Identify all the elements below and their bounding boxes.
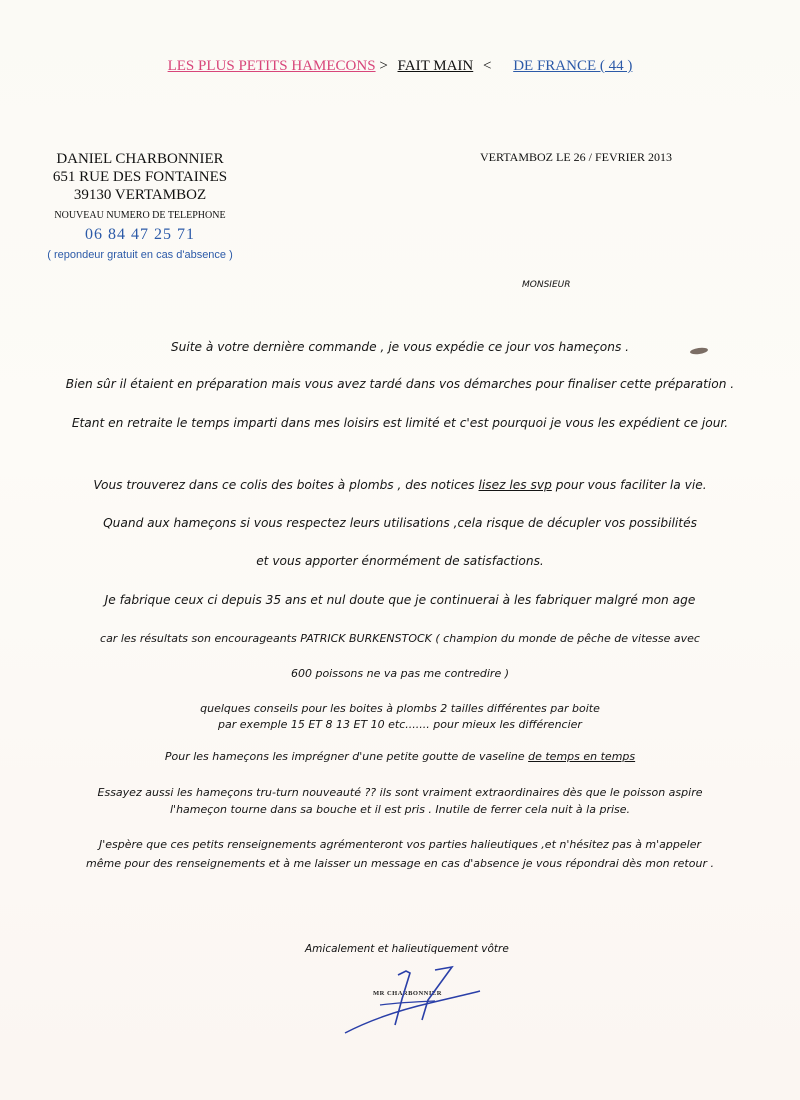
salutation: MONSIEUR bbox=[522, 280, 571, 290]
sender-answering-note: ( repondeur gratuit en cas d'absence ) bbox=[47, 249, 233, 261]
body-line-10: quelques conseils pour les boites à plombs 2 tailles différentes par boite bbox=[200, 702, 600, 715]
body-line-4-underlined: lisez les svp bbox=[478, 478, 552, 492]
name-stamp: MR CHARBONNIER bbox=[373, 990, 442, 997]
body-line-12 bbox=[0, 750, 800, 763]
body-line-4-end: pour vous faciliter la vie. bbox=[551, 478, 707, 492]
body-line-4 bbox=[0, 478, 800, 492]
banner-de-france: DE FRANCE ( 44 ) bbox=[513, 58, 633, 74]
header-banner bbox=[0, 58, 800, 75]
body-line-5: Quand aux hameçons si vous respectez leurs utilisations ,cela risque de décupler vos possibilités bbox=[103, 516, 697, 530]
signature-image bbox=[340, 965, 490, 1045]
sender-phone: 06 84 47 25 71 bbox=[85, 226, 195, 243]
body-line-7: Je fabrique ceux ci depuis 35 ans et nul doute que je continuerai à les fabriquer malgré mon age bbox=[104, 593, 696, 607]
sender-address bbox=[30, 150, 250, 264]
banner-sep-gt: > bbox=[379, 58, 388, 74]
sender-city: 39130 VERTAMBOZ bbox=[73, 187, 207, 203]
body-line-16: même pour des renseignements et à me laisser un message en cas d'absence je vous répondrai dès mon retour . bbox=[86, 857, 714, 870]
body-line-12-underlined: de temps en temps bbox=[528, 750, 636, 763]
body-line-6: et vous apporter énormément de satisfactions. bbox=[256, 554, 544, 568]
body-line-3: Etant en retraite le temps imparti dans mes loisirs est limité et c'est pourquoi je vous les expédient ce jour. bbox=[71, 416, 729, 430]
body-line-15: J'espère que ces petits renseignements agrémenteront vos parties halieutiques ,et n'hésitez pas à m'appeler bbox=[99, 838, 701, 851]
sender-name: DANIEL CHARBONNIER bbox=[56, 151, 224, 167]
banner-sep-lt: < bbox=[482, 58, 492, 74]
body-line-11: par exemple 15 ET 8 13 ET 10 etc....... pour mieux les différencier bbox=[218, 718, 582, 731]
body-line-14: l'hameçon tourne dans sa bouche et il est pris . Inutile de ferrer cela nuit à la prise. bbox=[169, 803, 631, 816]
body-line-8: car les résultats son encourageants PATRICK BURKENSTOCK ( champion du monde de pêche de vitesse avec bbox=[100, 632, 700, 645]
body-line-12-start: Pour les hameçons les imprégner d'une petite goutte de vaseline bbox=[164, 750, 529, 763]
body-line-9: 600 poissons ne va pas me contredire ) bbox=[290, 667, 510, 680]
date-line: VERTAMBOZ LE 26 / FEVRIER 2013 bbox=[480, 150, 672, 164]
body-line-4-start: Vous trouverez dans ce colis des boites à plombs , des notices bbox=[93, 478, 479, 492]
body-line-13: Essayez aussi les hameçons tru-turn nouveauté ?? ils sont vraiment extraordinaires dès que le poisson aspire bbox=[97, 786, 703, 799]
banner-title: LES PLUS PETITS HAMECONS bbox=[167, 58, 376, 74]
sender-street: 651 RUE DES FONTAINES bbox=[52, 169, 228, 185]
body-line-2: Bien sûr il étaient en préparation mais vous avez tardé dans vos démarches pour finaliser cette préparation . bbox=[65, 377, 735, 391]
closing-line: Amicalement et halieutiquement vôtre bbox=[305, 943, 509, 955]
body-line-1: Suite à votre dernière commande , je vous expédie ce jour vos hameçons . bbox=[170, 340, 630, 354]
banner-fait-main: FAIT MAIN bbox=[397, 58, 474, 74]
sender-phone-label: NOUVEAU NUMERO DE TELEPHONE bbox=[54, 210, 226, 221]
